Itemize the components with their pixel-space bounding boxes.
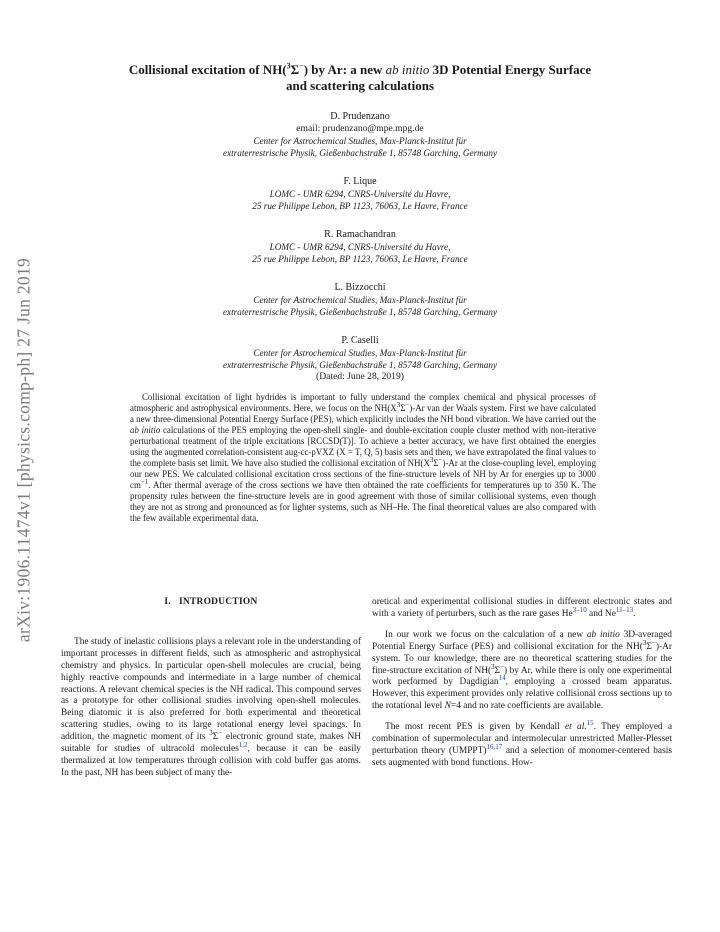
author-email: email: prudenzano@mpe.mpg.de	[296, 123, 424, 134]
left-column	[61, 597, 361, 780]
citation-link[interactable]: 1,2	[238, 740, 248, 749]
paper-title: Collisional excitation of NH($^3$Σ−) by Ar: a new ab initio 3D Potential Energy Surface and scattering calculations	[128, 61, 592, 93]
author-affiliation: Center for Astrochemical Studies, Max-Planck-Institut für	[253, 136, 467, 146]
author-affiliation: 25 rue Philippe Lebon, BP 1123, 76063, Le Havre, France	[252, 201, 468, 211]
intro-paragraph-1: The study of inelastic collisions plays a relevant role in the understanding of important processes in different fields, such as atmospheric and astrophysical chemistry and physics. In particular open-shell molecules are crucial, being highly reactive compounds and intermediate in a large number of chemical reactions. A relevant chemical species is the NH radical. This compound serves as a prototype for other collisional studies involving open-shell molecules. Being diatomic it is also preferred for both experimental and theoretical scattering studies, owing to its large rotational energy level spacings. In addition, the magnetic moment of its $^3$Σ− electronic ground state, makes NH suitable for studies of ultracold molecules$^{1,2}$, because it can be easily thermalized at low temperatures through collision with cold buffer gas atoms. In the past, NH has been subject of many the-	[61, 636, 362, 778]
section-heading: I. INTRODUCTION	[164, 597, 258, 607]
author-affiliation: Center for Astrochemical Studies, Max-Planck-Institut für	[253, 348, 467, 358]
author-affiliation: 25 rue Philippe Lebon, BP 1123, 76063, Le Havre, France	[252, 254, 468, 264]
author-affiliation: LOMC - UMR 6294, CNRS-Université du Havre,	[269, 242, 451, 252]
author-affiliation: Center for Astrochemical Studies, Max-Planck-Institut für	[253, 295, 467, 305]
author-affiliation: extraterrestrische Physik, Gießenbachstraße 1, 85748 Garching, Germany	[222, 360, 498, 370]
author-affiliation: extraterrestrische Physik, Gießenbachstraße 1, 85748 Garching, Germany	[222, 307, 498, 317]
citation-link[interactable]: 14	[498, 674, 506, 683]
right-column	[372, 597, 672, 770]
intro-paragraph-continued: oretical and experimental collisional studies in different electronic states and with a variety of perturbers, such as the rare gases He$^{3-10}$ and Ne$^{11-13}$.	[372, 597, 672, 619]
citation-link[interactable]: 3–10	[572, 605, 587, 614]
citation-link[interactable]: 11–13	[615, 605, 634, 614]
arxiv-stamp: arXiv:1906.11474v1 [physics.comp-ph] 27 Jun 2019	[13, 257, 34, 643]
author-block-4	[100, 282, 620, 318]
author-name: P. Caselli	[341, 335, 379, 346]
abstract: Collisional excitation of light hydrides is important to fully understand the complex chemical and physical processes of atmospheric and astrophysical environments. Here, we focus on the $NH(X^3\Sigma^-)-Ar$ van der Waals system. First we have calculated a new three-dimensional Potential Energy Surface (PES), which explicitly includes the NH bond vibration. We have carried out the ab initio calculations of the PES employing the open-shell single- and double-excitation couple cluster method with non-iterative perturbational treatment of the triple excitations [RCCSD(T)]. To achieve a better accuracy, we have first obtained the energies using the augmented correlation-consistent aug-cc-pVXZ (X = T, Q, 5) basis sets and then, we have extrapolated the final values to the complete basis set limit. We have also studied the collisional excitation of $NH(X^3\Sigma^-)-Ar$ at the close-coupling level, employing our new PES. We calculated collisional excitation cross sections of the fine-structure levels of NH by Ar for energies up to 3000 $cm^{-1}$. After thermal average of the cross sections we have then obtained the rate coefficients for temperatures up to 350 K. The propensity rules between the fine-structure levels are in good agreement with those of similar collisional systems, even though they are not as strong and pronounced as for lighter systems, such as NH–He. The final theoretical values are also compared with the few available experimental data.	[130, 392, 597, 523]
author-name: F. Lique	[343, 176, 377, 187]
author-name: D. Prudenzano	[330, 111, 390, 122]
intro-paragraph-2: In our work we focus on the calculation of a new ab initio 3D-averaged Potential Energy Surface (PES) and collisional excitation for the NH($^3$Σ−)-Ar system. To our knowledge, there are no theoretical scattering studies for the fine-structure excitation of NH($^3$Σ−) by Ar, while there is only one experimental work performed by Dagdigian$^{14}$, employing a crossed beam apparatus. However, this experiment provides only relative collisional cross sections up to the rotational level N=4 and no rate coefficients are available.	[372, 629, 673, 712]
author-block-5	[100, 335, 620, 383]
author-affiliation: extraterrestrische Physik, Gießenbachstraße 1, 85748 Garching, Germany	[222, 148, 498, 158]
author-name: R. Ramachandran	[324, 229, 396, 240]
author-block-2	[100, 176, 620, 212]
dated-line: (Dated: June 28, 2019)	[316, 371, 404, 382]
citation-link[interactable]: 15	[586, 719, 594, 728]
author-block-1	[100, 111, 620, 159]
citation-link[interactable]: 16,17	[486, 742, 503, 751]
intro-paragraph-3: The most recent PES is given by Kendall et al.$^{15}$. They employed a combination of supermolecular and intermolecular unrestricted Møller-Plesset perturbation theory (UMPPT)$^{16,17}$ and a selection of monomer-centered basis sets augmented with bond functions. How-	[372, 719, 672, 768]
author-name: L. Bizzocchi	[334, 282, 386, 293]
author-affiliation: LOMC - UMR 6294, CNRS-Université du Havre,	[269, 189, 451, 199]
author-block-3	[100, 229, 620, 265]
